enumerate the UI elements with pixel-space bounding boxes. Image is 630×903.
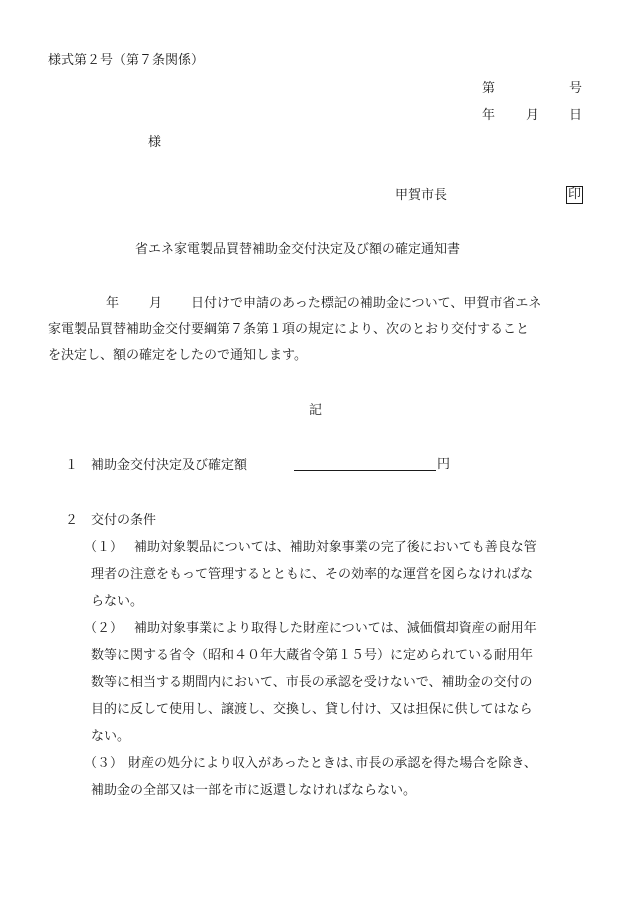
recipient-suffix: 様	[148, 135, 162, 150]
cond2-line-1: 補助対象事業により取得した財産については、減価償却資産の耐用年	[134, 621, 537, 636]
cond1-line-2: 理者の注意をもって管理するとともに、その効率的な運営を図らなければな	[91, 567, 534, 582]
body-line-3: を決定し、額の確定をしたので通知します。	[48, 348, 307, 363]
item2-number: ２	[65, 513, 79, 528]
item2-label: 交付の条件	[91, 513, 157, 528]
ki-heading: 記	[309, 403, 323, 418]
amount-unit: 円	[437, 457, 451, 472]
cond3-number: （３）	[84, 756, 124, 771]
cond3-line-2: 補助金の全部又は一部を市に返還しなければならない。	[91, 783, 417, 798]
item1-label: 補助金交付決定及び確定額	[91, 458, 248, 473]
form-label: 様式第２号（第７条関係）	[48, 53, 205, 68]
number-suffix: 号	[569, 81, 583, 96]
cond2-number: （２）	[84, 621, 124, 636]
amount-field	[294, 458, 450, 471]
amount-blank-line	[294, 458, 436, 471]
cond3-line-1: 財産の処分により収入があったときは､市長の承認を得た場合を除き、	[128, 756, 537, 771]
body-line-2: 家電製品買替補助金交付要綱第７条第１項の規定により、次のとおり交付すること	[48, 322, 530, 337]
cond2-line-2: 数等に関する省令（昭和４０年大蔵省令第１５号）に定められている耐用年	[91, 648, 534, 663]
item1-number: １	[65, 458, 79, 473]
cond1-line-1: 補助対象製品については、補助対象事業の完了後においても善良な管	[134, 540, 537, 555]
body-line-1: 日付けで申請のあった標記の補助金について、甲賀市省エネ	[191, 296, 542, 311]
date-month: 月	[526, 108, 540, 123]
body-year: 年	[106, 296, 120, 311]
cond1-line-3: らない。	[91, 594, 144, 609]
seal-stamp	[566, 186, 583, 204]
number-prefix: 第	[482, 81, 496, 96]
date-day: 日	[569, 108, 583, 123]
date-year: 年	[482, 108, 496, 123]
cond2-line-3: 数等に相当する期間内において、市長の承認を受けないで、補助金の交付の	[91, 675, 533, 690]
issuer: 甲賀市長	[395, 188, 448, 203]
document-title: 省エネ家電製品買替補助金交付決定及び額の確定通知書	[135, 242, 461, 257]
body-month: 月	[149, 296, 163, 311]
seal-label: 印	[568, 187, 582, 202]
cond1-number: （１）	[84, 540, 124, 555]
cond2-line-4: 目的に反して使用し、譲渡し、交換し、貸し付け、又は担保に供してはなら	[91, 702, 533, 717]
cond2-line-5: ない。	[91, 729, 131, 744]
